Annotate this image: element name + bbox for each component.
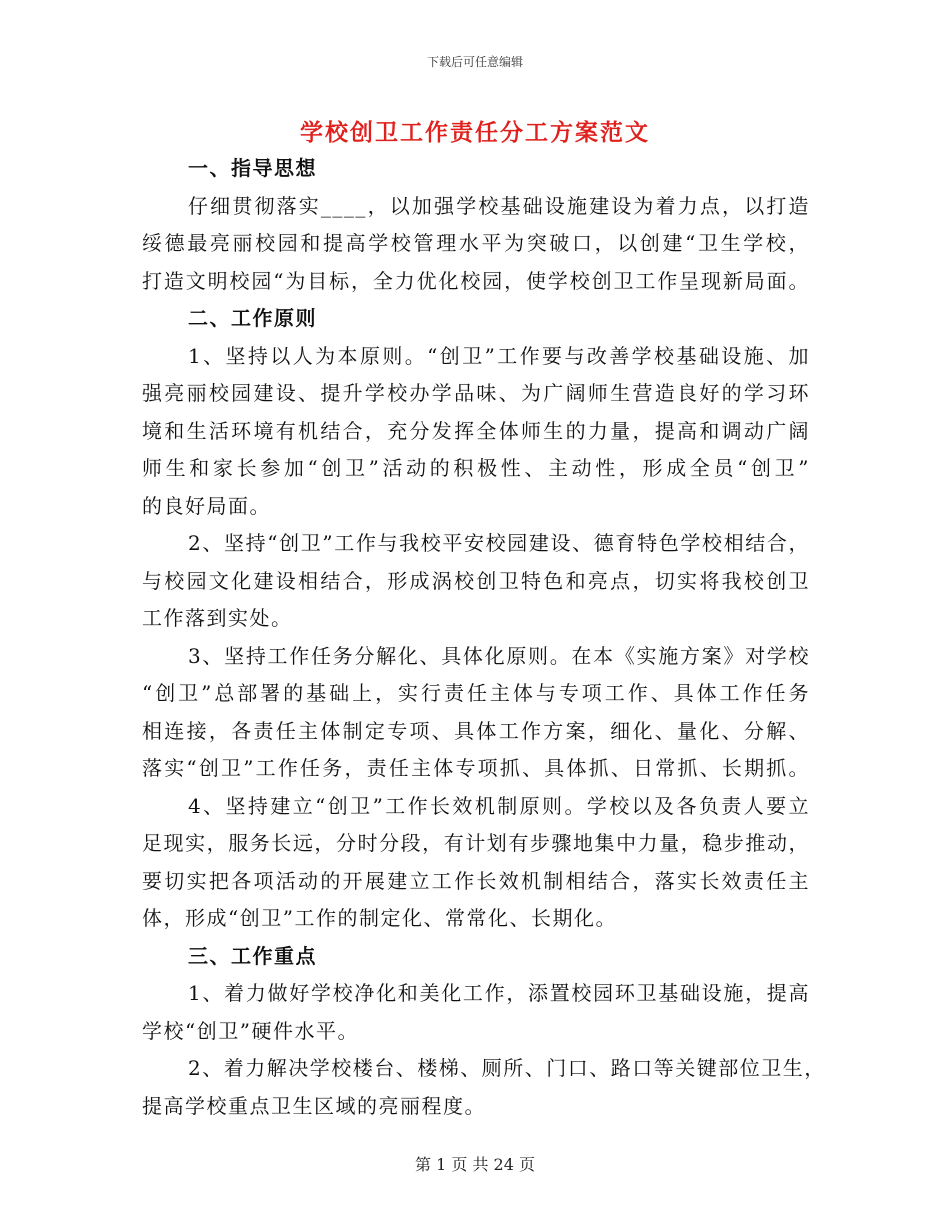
page-header-note: 下载后可任意编辑: [426, 55, 523, 69]
paragraph-line: 落实“创卫”工作任务，责任主体专项抓、具体抓、日常抓、长期抓。: [142, 756, 810, 780]
paragraph-line: 仔细贯彻落实____，以加强学校基础设施建设为着力点，以打造: [188, 193, 810, 218]
paragraph-line: 提高学校重点卫生区域的亮丽程度。: [142, 1093, 486, 1118]
section-heading: 一、指导思想: [188, 156, 317, 180]
section-heading: 二、工作原则: [188, 306, 317, 330]
paragraph-line: 1、坚持以人为本原则。“创卫”工作要与改善学校基础设施、加: [188, 343, 810, 368]
paragraph-line: 的良好局面。: [142, 493, 271, 518]
paragraph-line: 学校“创卫”硬件水平。: [142, 1018, 359, 1043]
paragraph-line: 3、坚持工作任务分解化、具体化原则。在本《实施方案》对学校: [188, 643, 810, 668]
paragraph-line: 要切实把各项活动的开展建立工作长效机制相结合，落实长效责任主: [142, 868, 810, 893]
paragraph-line: 与校园文化建设相结合，形成涡校创卫特色和亮点，切实将我校创卫: [142, 568, 810, 593]
paragraph-line: 境和生活环境有机结合，充分发挥全体师生的力量，提高和调动广阔: [142, 418, 810, 443]
section-heading: 三、工作重点: [188, 943, 317, 968]
paragraph-line: 绥德最亮丽校园和提高学校管理水平为突破口，以创建“卫生学校，: [142, 231, 810, 255]
paragraph-line: 4、坚持建立“创卫”工作长效机制原则。学校以及各负责人要立: [188, 793, 810, 818]
document-body: [142, 150, 826, 1125]
page-footer: 第 1 页 共 24 页: [415, 1155, 535, 1174]
document-title: 学校创卫工作责任分工方案范文: [300, 119, 650, 146]
paragraph-line: 2、坚持“创卫”工作与我校平安校园建设、德育特色学校相结合，: [188, 531, 810, 555]
paragraph-line: 强亮丽校园建设、提升学校办学品味、为广阔师生营造良好的学习环: [142, 381, 810, 405]
paragraph-line: “创卫”总部署的基础上，实行责任主体与专项工作、具体工作任务: [142, 681, 810, 705]
paragraph-line: 工作落到实处。: [142, 606, 293, 630]
paragraph-line: 打造文明校园“为目标，全力优化校园，使学校创卫工作呈现新局面。: [142, 268, 810, 293]
paragraph-line: 体，形成“创卫”工作的制定化、常常化、长期化。: [142, 906, 617, 930]
paragraph-line: 师生和家长参加“创卫”活动的积极性、主动性，形成全员“创卫”: [142, 456, 810, 480]
paragraph-line: 足现实，服务长远，分时分段，有计划有步骤地集中力量，稳步推动，: [142, 831, 810, 855]
paragraph-line: 相连接，各责任主体制定专项、具体工作方案，细化、量化、分解、: [142, 718, 810, 743]
paragraph-line: 1、着力做好学校净化和美化工作，添置校园环卫基础设施，提高: [188, 981, 810, 1005]
paragraph-line: 2、着力解决学校楼台、楼梯、厕所、门口、路口等关键部位卫生，: [188, 1056, 826, 1080]
